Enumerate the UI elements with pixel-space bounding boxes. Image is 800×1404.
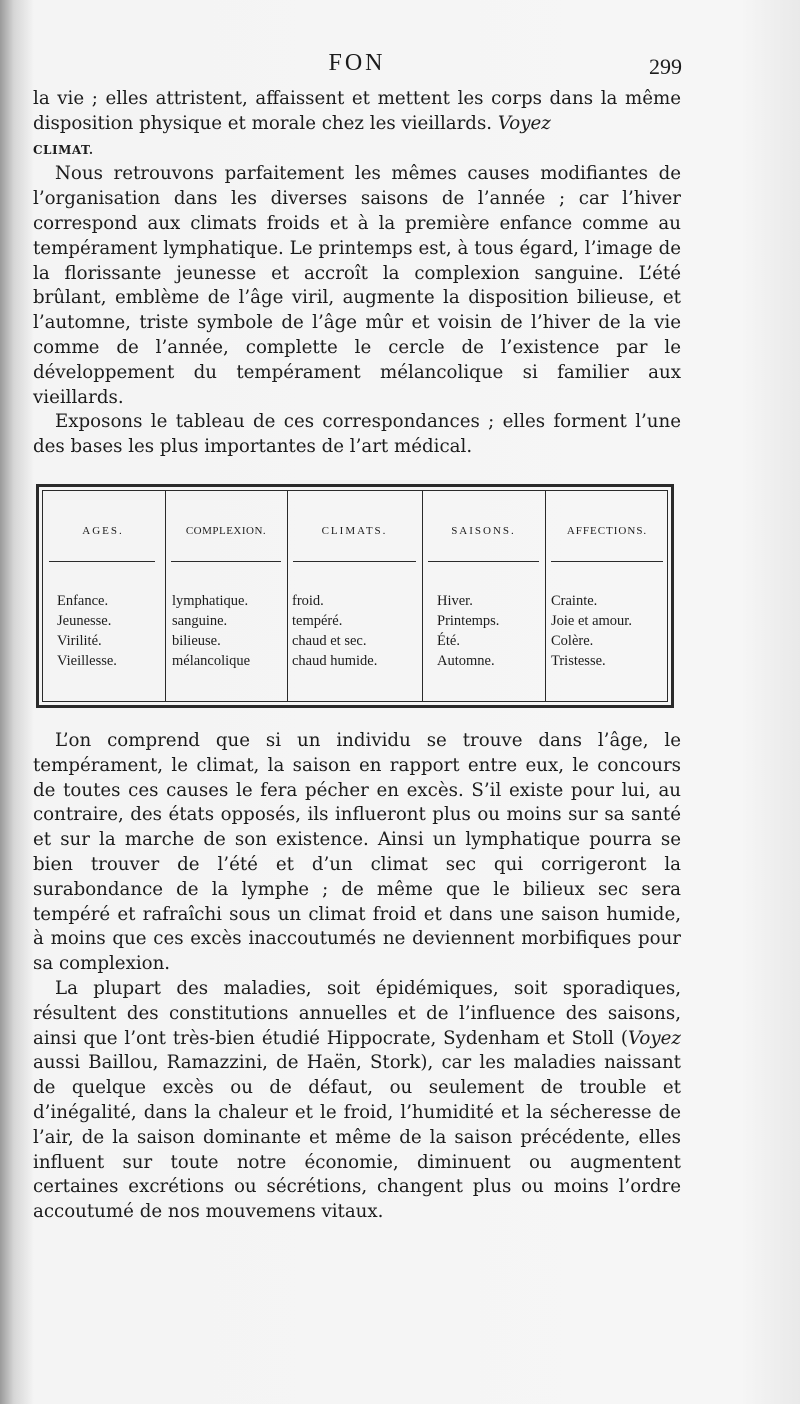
header-rule xyxy=(293,561,416,562)
table-cell: Crainte. xyxy=(551,593,598,609)
table-header-saisons: SAISONS. xyxy=(451,525,516,537)
paragraph-text: la vie ; elles attristent, affaissent et mettent les corps dans la même disposition physique et morale chez les vieillards. xyxy=(33,88,681,134)
running-head: FON xyxy=(328,50,386,76)
table-cell: Printemps. xyxy=(437,613,500,629)
header-rule xyxy=(49,561,155,562)
paragraph-text: aussi Baillou, Ramazzini, de Haën, Stork), car les maladies naissant de quelque excès ou de défaut, ou seulement de trouble et d’inégalité, dans la chaleur et le froid, l’humidité et la sécheresse de l’air, de la saison dominante et même de la saison précédente, elles influent sur toute notre économie, diminuent ou augmentent certaines excrétions ou sécrétions, changent plus ou moins l’ordre accoutumé de nos mouvemens vitaux. xyxy=(33,1052,681,1223)
table-header-ages: AGES. xyxy=(82,525,124,537)
see-also-link: Voyez xyxy=(627,1027,681,1049)
table-cell: Été. xyxy=(437,633,460,649)
paragraph xyxy=(33,87,681,162)
header-rule xyxy=(171,561,281,562)
header-rule xyxy=(428,561,539,562)
table-cell: Colère. xyxy=(551,633,594,649)
text-block-top xyxy=(33,87,681,460)
table-cell: Automne. xyxy=(437,653,495,669)
table-cell: Hiver. xyxy=(437,593,473,609)
see-also-target: CLIMAT. xyxy=(33,142,94,157)
table-cell: Jeunesse. xyxy=(57,613,112,629)
text-block-bottom xyxy=(33,729,681,1225)
table-cell: Enfance. xyxy=(57,593,109,609)
table-header-complexion: COMPLEXION. xyxy=(185,525,267,537)
table-cell: Virilité. xyxy=(57,633,102,649)
table-cell: Tristesse. xyxy=(551,653,606,669)
table-cell: chaud humide. xyxy=(292,653,378,669)
table-cell: sanguine. xyxy=(172,613,228,629)
table-cell: bilieuse. xyxy=(172,633,221,649)
column-rule xyxy=(287,490,288,702)
table-column-ages xyxy=(57,591,117,671)
paragraph: Exposons le tableau de ces correspondances ; elles forment l’une des bases les plus importantes de l’art médical. xyxy=(33,411,681,458)
table-column-complexion xyxy=(172,591,250,671)
table-cell: lymphatique. xyxy=(172,593,249,609)
table-cell: Vieillesse. xyxy=(57,653,117,669)
page-header xyxy=(32,50,682,84)
table-header-affections: AFFECTIONS. xyxy=(566,525,648,537)
column-rule xyxy=(545,490,546,702)
table-cell: chaud et sec. xyxy=(292,633,367,649)
table-column-saisons xyxy=(437,591,499,671)
see-also-link: Voyez xyxy=(497,112,551,134)
correspondence-table xyxy=(36,484,674,708)
column-rule xyxy=(165,490,166,702)
table-header-climats: CLIMATS. xyxy=(321,525,388,537)
table-cell: froid. xyxy=(292,593,324,609)
table-cell: mélancolique xyxy=(172,653,251,669)
page-number: 299 xyxy=(649,54,682,79)
table-cell: Joie et amour. xyxy=(551,613,632,629)
paragraph-text: La plupart des maladies, soit épidémiques, soit sporadiques, résultent des constitutions annuelles et de l’influence des saisons, ainsi que l’ont très-bien étudié Hippocrate, Sydenham et Stoll ( xyxy=(33,977,681,1049)
paragraph: L’on comprend que si un individu se trouve dans l’âge, le tempérament, le climat, la saison en rapport entre eux, le concours de toutes ces causes le fera pécher en excès. S’il existe pour lui, au contraire, des états opposés, ils influeront plus ou moins sur sa santé et sur la marche de son existence. Ainsi un lymphatique pourra se bien trouver de l’été et d’un climat sec qui corrigeront la surabondance de la lymphe ; de même que le bilieux sec sera tempéré et rafraîchi sous un climat froid et dans une saison humide, à moins que ces excès inaccoutumés ne deviennent morbifiques pour sa complexion. xyxy=(33,730,681,975)
table-column-affections xyxy=(551,591,632,671)
table-column-climats xyxy=(292,591,377,671)
table-cell: tempéré. xyxy=(292,613,343,629)
paragraph xyxy=(33,977,681,1225)
header-rule xyxy=(551,561,663,562)
paragraph: Nous retrouvons parfaitement les mêmes causes modifiantes de l’organisation dans les diverses saisons de l’année ; car l’hiver correspond aux climats froids et à la première enfance comme au tempérament lymphatique. Le printemps est, à tous égard, l’image de la florissante jeunesse et accroît la complexion sanguine. L’été brûlant, emblème de l’âge viril, augmente la disposition bilieuse, et l’automne, triste symbole de l’âge mûr et voisin de l’hiver de la vie comme de l’année, complette le cercle de l’existence par le développement du tempérament mélancolique si familier aux vieillards. xyxy=(33,163,681,408)
column-rule xyxy=(422,490,423,702)
